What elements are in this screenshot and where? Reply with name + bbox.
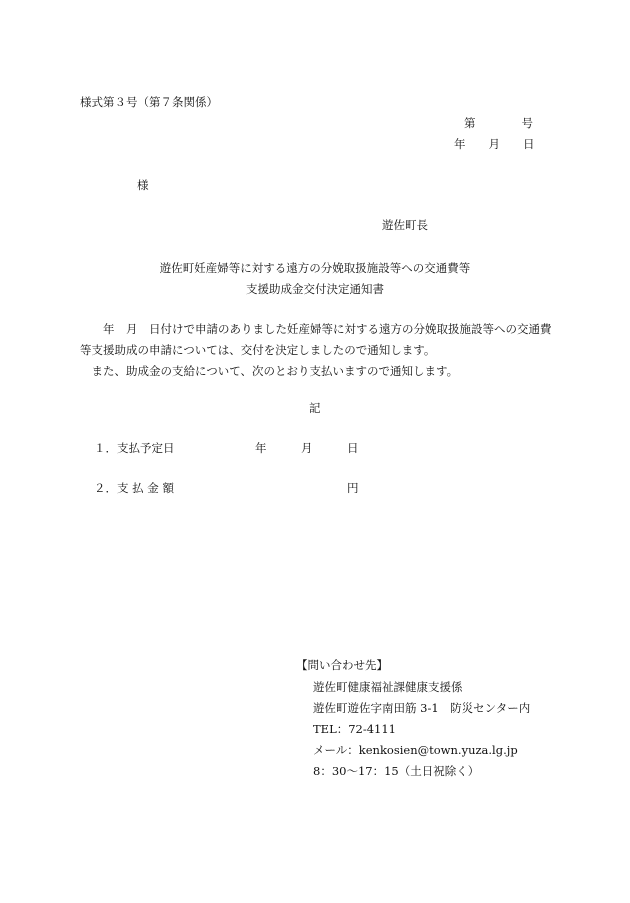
ki-heading: 記 bbox=[309, 401, 321, 415]
form-number: 様式第３号（第７条関係） bbox=[80, 95, 218, 109]
title-line-1: 遊佐町妊産婦等に対する遠方の分娩取扱施設等への交通費等 bbox=[159, 261, 471, 275]
body-text bbox=[80, 319, 558, 382]
document-number: 第 号 bbox=[464, 116, 533, 130]
contact-department: 遊佐町健康福祉課健康支援係 bbox=[313, 680, 463, 694]
body-paragraph-1: 年 月 日付けで申請のありました妊産婦等に対する遠方の分娩取扱施設等への交通費等支援助成の申請については、交付を決定しましたので通知します。 bbox=[80, 322, 552, 357]
item-payment-date-month: 月 bbox=[301, 441, 313, 455]
contact-hours: 8：30～17：15（土日祝除く） bbox=[313, 764, 480, 778]
item-payment-date-day: 日 bbox=[347, 441, 359, 455]
issuer-name: 遊佐町長 bbox=[382, 218, 428, 232]
contact-heading: 【問い合わせ先】 bbox=[296, 658, 388, 672]
body-paragraph-2: また、助成金の支給について、次のとおり支払いますので通知します。 bbox=[91, 364, 459, 378]
item-payment-date-year: 年 bbox=[255, 441, 267, 455]
contact-address: 遊佐町遊佐字南田筋 3-1 防災センター内 bbox=[313, 701, 531, 715]
item-payment-amount-label: ２．支 払 金 額 bbox=[94, 481, 174, 495]
document-date: 年 月 日 bbox=[454, 137, 535, 151]
item-payment-amount-unit: 円 bbox=[347, 481, 359, 495]
contact-tel: TEL：72-4111 bbox=[313, 722, 396, 736]
item-payment-date-label: １．支払予定日 bbox=[94, 441, 175, 455]
title-line-2: 支援助成金交付決定通知書 bbox=[246, 282, 384, 296]
contact-email: メール：kenkosien@town.yuza.lg.jp bbox=[313, 743, 518, 757]
recipient-suffix: 様 bbox=[137, 178, 149, 192]
